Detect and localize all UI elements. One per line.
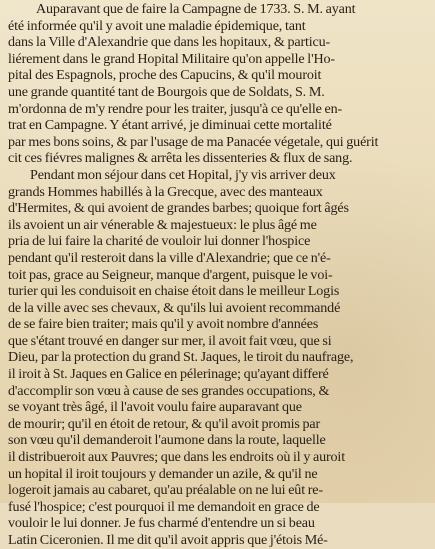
text-line: il distribueroit aux Pauvres; que dans les endroits où il y auroit: [8, 449, 345, 466]
text-line: Dieu, par la protection du grand St. Jaques, le tiroit du naufrage,: [8, 349, 354, 366]
text-line: son vœu qu'il demanderoit l'aumone dans la route, laquelle: [8, 432, 326, 449]
text-line: pital des Espagnols, proche des Capucins, & qu'il mouroit: [8, 67, 322, 84]
text-line: par mes bons soins, & par l'usage de ma Panacée végetale, qui guérit: [8, 133, 379, 150]
text-line: pendant qu'il resteroit dans la ville d'Alexandrie; que ce n'é-: [8, 249, 331, 266]
text-line: pria de lui faire la charité de vouloir lui donner l'hospice: [8, 233, 311, 250]
text-line: ils avoient un air vénerable & majestueux: le plus âgé me: [8, 216, 317, 233]
text-line: de se faire bien traiter; mais qu'il y avoit nombre d'années: [8, 316, 319, 333]
document-text: [8, 1, 432, 549]
text-line: grands Hommes habillés à la Grecque, avec des manteaux: [8, 183, 323, 200]
text-line: d'Hermites, & qui avoient de grandes barbes; quoique fort âgés: [8, 200, 349, 217]
text-line: vouloir le lui donner. Je fus charmé d'entendre un si beau: [8, 515, 315, 532]
text-line: il iroit à St. Jaques en Galice en pélerinage; qu'ayant differé: [8, 366, 329, 383]
text-line: turier qui les conduisoit en chaise étoit dans le meilleur Logis: [8, 283, 340, 300]
text-line: de la ville avec ses chevaux, & qu'ils lui avoient recommandé: [8, 299, 341, 316]
text-line: toit pas, grace au Seigneur, manque d'argent, puisque le voi-: [8, 266, 333, 283]
text-line: que s'étant trouvé en danger sur mer, il avoit fait vœu, que si: [8, 332, 332, 349]
text-line: de mourir; qu'il en étoit de retour, & qu'il avoit promis par: [8, 415, 321, 432]
text-line: une grande quantité tant de Bourgois que de Soldats, S. M.: [8, 83, 325, 100]
text-line: d'accomplir son vœu à cause de ses grandes occupations, &: [8, 382, 330, 399]
text-line: été informée qu'il y avoit une maladie épidemique, tant: [8, 17, 306, 34]
text-line: fusé l'hospice; c'est pourquoi il me demandoit en grace de: [8, 498, 320, 515]
text-line: logeroit jamais au cabaret, qu'au préalable on ne lui eût re-: [8, 482, 323, 499]
text-line: m'ordonna de m'y rendre pour les traiter, jusqu'à ce qu'elle en-: [8, 100, 343, 117]
text-line: cit ces fiévres malignes & arrêta les dissenteries & flux de sang.: [8, 150, 353, 167]
text-line: Pendant mon séjour dans cet Hopital, j'y vis arriver deux: [30, 166, 336, 183]
text-line: trat en Campagne. Y étant arrivé, je diminuai cette mortalité: [8, 117, 332, 134]
text-line: Latin Ciceronien. Il me dit qu'il avoit appris que j'étois Mé-: [8, 532, 328, 548]
text-line: Auparavant que de faire la Campagne de 1733. S. M. ayant: [36, 1, 356, 17]
text-line: dans la Ville d'Alexandrie que dans les hopitaux, & particu-: [8, 34, 331, 51]
text-line: liérement dans le grand Hopital Militaire qu'on appelle l'Ho-: [8, 50, 335, 67]
text-line: se voyant très âgé, il l'avoit voulu faire auparavant que: [8, 399, 302, 416]
text-line: un hopital il iroit toujours y demander un azile, & qu'il ne: [8, 465, 318, 482]
